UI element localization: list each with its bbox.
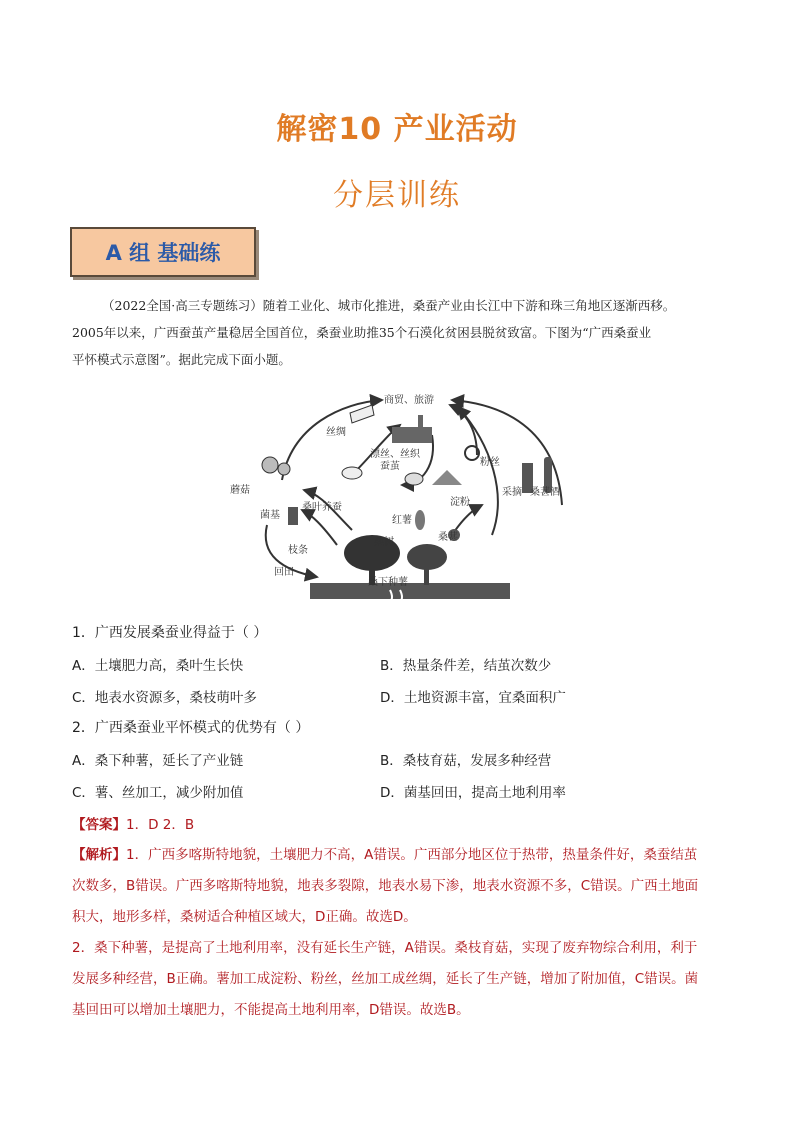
analysis-line: 【解析】1．广西多喀斯特地貌，土壤肥力不高，A错误。广西部分地区位于热带，热量条件好，桑蚕结茧 [72,847,698,863]
intro-line: （2022全国·高三专题练习）随着工业化、城市化推进，桑蚕产业由长江中下游和珠三角地区逐渐西移。 [102,298,676,313]
svg-text:淀粉: 淀粉 [450,497,470,508]
silkworm-icon [342,467,362,479]
mushroom-icon [262,457,278,473]
bacteria-block-icon [288,507,298,525]
svg-text:桑叶养蚕: 桑叶养蚕 [302,502,342,513]
svg-text:红薯: 红薯 [392,515,412,526]
analysis-line: 次数多，B错误。广西多喀斯特地貌，地表多裂隙，地表水易下渗，地表水资源不多，C错误。广西土地面 [72,878,699,894]
group-label: A 组 基础练 [105,241,221,265]
svg-text:粉丝: 粉丝 [480,457,500,468]
intro-line: 平怀模式示意图”。据此完成下面小题。 [72,352,291,367]
page-subtitle: 分层训练 [333,178,461,213]
cocoon-icon [405,473,423,485]
ground [310,583,510,599]
svg-text:蘑菇: 蘑菇 [230,485,250,496]
intro-paragraph [72,292,724,373]
answer-label: 【答案】 [72,817,126,833]
analysis-line: 积大，地形多样，桑树适合种植区域大，D正确。故选D。 [72,909,417,925]
svg-text:丝绸: 丝绸 [326,427,346,438]
q1-option-c: C．地表水资源多，桑枝萌叶多 [72,690,257,706]
svg-text:桑葚: 桑葚 [438,532,458,543]
svg-text:菌基: 菌基 [260,510,280,521]
factory-icon [392,427,432,443]
page-title: 解密10 产业活动 [276,112,518,147]
svg-text:桑下种薯: 桑下种薯 [368,577,408,588]
q1-option-b: B．热量条件差，结茧次数少 [380,658,552,674]
analysis-line: 发展多种经营，B正确。薯加工成淀粉、粉丝，丝加工成丝绸，延长了生产链，增加了附加值，C错误。菌 [72,971,699,987]
intro-line: 2005年以来，广西蚕茧产量稳居全国首位，桑蚕业助推35个石漠化贫困县脱贫致富。下图为“广西桑蚕业 [72,325,652,340]
starch-icon [432,470,462,485]
svg-text:桑葚酒: 桑葚酒 [530,487,560,498]
question-1-stem: 1．广西发展桑蚕业得益于（ ） [72,625,268,641]
svg-text:枝条: 枝条 [288,545,308,556]
q2-option-b: B．桑枝育菇，发展多种经营 [380,753,552,769]
q1-option-d: D．土地资源丰富，宜桑面积广 [380,690,566,706]
svg-text:桑树: 桑树 [374,537,394,548]
analysis-block [72,840,724,1026]
svg-text:回田: 回田 [274,567,294,578]
sweet-potato-icon [415,510,425,530]
answer-text: 1．D 2．B [126,817,195,833]
svg-text:采摘: 采摘 [502,487,522,498]
q1-option-a: A．土壤肥力高，桑叶生长快 [72,658,244,674]
answer-line [72,813,194,833]
sericulture-model-diagram [222,385,572,610]
silk-cloth-icon [350,405,374,423]
q2-option-a: A．桑下种薯，延长了产业链 [72,753,244,769]
analysis-line: 基回田可以增加土壤肥力，不能提高土地利用率，D错误。故选B。 [72,1002,470,1018]
group-label-box [70,227,256,277]
svg-text:漂丝、丝织: 漂丝、丝织 [370,449,420,460]
q2-option-d: D．菌基回田，提高土地利用率 [380,785,566,801]
svg-text:商贸、旅游: 商贸、旅游 [384,395,434,406]
q2-option-c: C．薯、丝加工，减少附加值 [72,785,244,801]
svg-text:蚕茧: 蚕茧 [380,461,400,472]
question-2-stem: 2．广西桑蚕业平怀模式的优势有（ ） [72,720,310,736]
analysis-line: 2．桑下种薯，是提高了土地利用率，没有延长生产链，A错误。桑枝育菇，实现了废弃物综合利用，利于 [72,940,698,956]
